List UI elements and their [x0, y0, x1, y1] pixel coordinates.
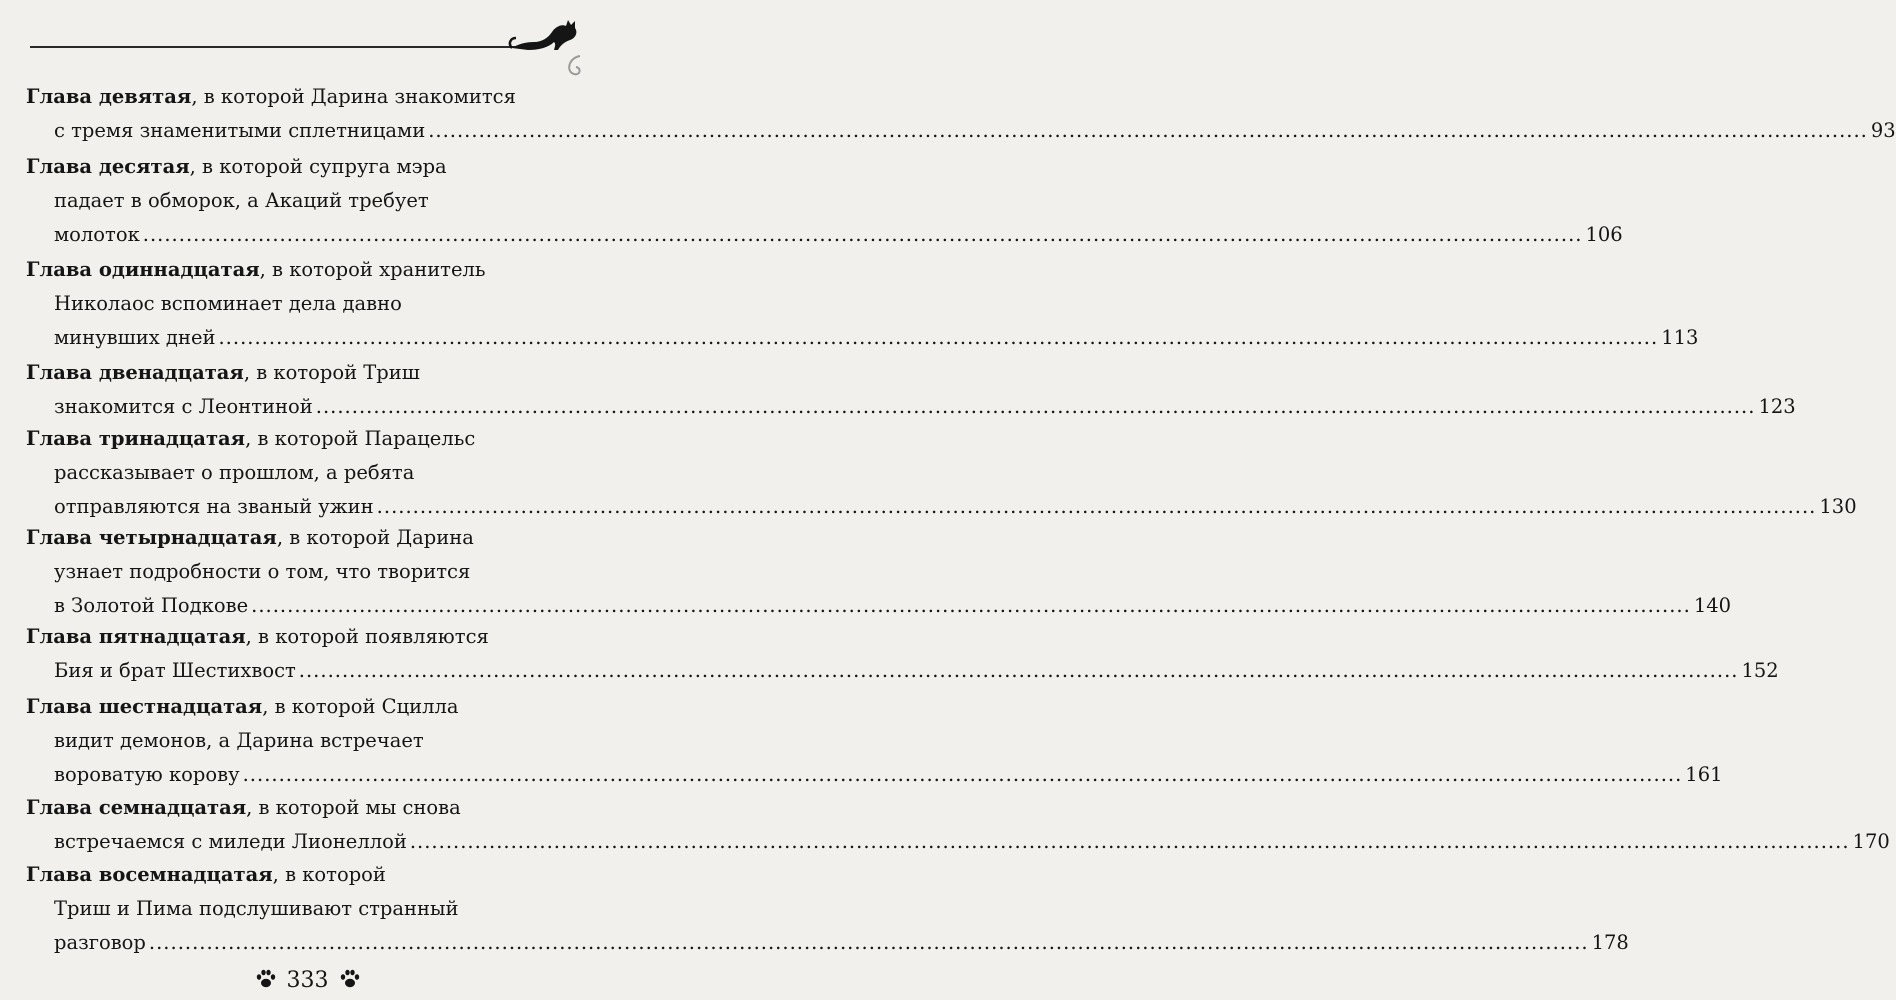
chapter-heading: Глава четырнадцатая: [26, 526, 277, 549]
chapter-description: знакомится с Леонтиной: [54, 395, 313, 418]
chapter-description: , в которой Сцилла: [262, 695, 459, 718]
toc-entry-last-line: [54, 321, 1699, 355]
toc-entry-last-line: [54, 825, 1890, 859]
page-number: 333: [286, 968, 329, 993]
dot-leader: ........................................................................................................................................................................................................: [242, 763, 1683, 786]
toc-entry-first-line: [26, 80, 516, 114]
chapter-description: , в которой Дарина: [276, 526, 474, 549]
page-reference: 152: [1741, 659, 1779, 682]
page-reference: 106: [1585, 223, 1623, 246]
dot-leader: ........................................................................................................................................................................................................: [376, 495, 1817, 518]
toc-entry-first-line: [26, 620, 489, 654]
chapter-heading: Глава девятая: [26, 85, 192, 108]
page-footer: [0, 966, 615, 996]
chapter-description: с тремя знаменитыми сплетницами: [54, 119, 426, 142]
chapter-description: , в которой хранитель: [259, 258, 486, 281]
toc-entry-line: Триш и Пима подслушивают странный: [54, 897, 459, 920]
chapter-description: встречаемся с миледи Лионеллой: [54, 830, 407, 853]
dot-leader: ........................................................................................................................................................................................................: [428, 119, 1868, 142]
page-reference: 130: [1819, 495, 1857, 518]
page-reference: 161: [1685, 763, 1723, 786]
chapter-heading: Глава десятая: [26, 155, 190, 178]
page-reference: 170: [1852, 830, 1890, 853]
dot-leader: ........................................................................................................................................................................................................: [148, 931, 1589, 954]
chapter-heading: Глава пятнадцатая: [26, 625, 246, 648]
dot-leader: ........................................................................................................................................................................................................: [251, 594, 1691, 617]
toc-entry-first-line: [26, 791, 461, 825]
chapter-description: в Золотой Подкове: [54, 594, 249, 617]
chapter-description: , в которой супруга мэра: [189, 155, 447, 178]
toc-entry-line: Николаос вспоминает дела давно: [54, 292, 402, 315]
toc-entry-last-line: [54, 758, 1723, 792]
toc-entry-last-line: [54, 218, 1623, 252]
toc-entry-last-line: [54, 654, 1779, 688]
chapter-description: минувших дней: [54, 326, 216, 349]
toc-entry-first-line: [26, 422, 475, 456]
toc-entry-last-line: [54, 390, 1796, 424]
chapter-description: , в которой Дарина знакомится: [191, 85, 516, 108]
page-reference: 123: [1758, 395, 1796, 418]
chapter-description: молоток: [54, 223, 140, 246]
chapter-heading: Глава восемнадцатая: [26, 863, 273, 886]
paw-print-icon: [255, 968, 277, 990]
toc-entry-line: падает в обморок, а Акаций требует: [54, 189, 429, 212]
chapter-heading: Глава семнадцатая: [26, 796, 247, 819]
dot-leader: ........................................................................................................................................................................................................: [409, 830, 1850, 853]
chapter-description: , в которой Триш: [243, 361, 420, 384]
toc-entry-first-line: [26, 253, 486, 287]
toc-entry-last-line: [54, 926, 1629, 960]
chapter-heading: Глава одиннадцатая: [26, 258, 260, 281]
chapter-description: , в которой: [272, 863, 386, 886]
dot-leader: ........................................................................................................................................................................................................: [218, 326, 1659, 349]
page-reference: 113: [1661, 326, 1699, 349]
chapter-description: , в которой Парацельс: [245, 427, 476, 450]
toc-entry-first-line: [26, 356, 420, 390]
toc-entry-line: узнает подробности о том, что творится: [54, 560, 471, 583]
chapter-heading: Глава тринадцатая: [26, 427, 246, 450]
toc-entry-line: видит демонов, а Дарина встречает: [54, 729, 424, 752]
chapter-description: Бия и брат Шестихвост: [54, 659, 296, 682]
chapter-description: отправляются на званый ужин: [54, 495, 374, 518]
toc-entry-first-line: [26, 690, 459, 724]
chapter-heading: Глава двенадцатая: [26, 361, 244, 384]
dot-leader: ........................................................................................................................................................................................................: [142, 223, 1583, 246]
chapter-description: вороватую корову: [54, 763, 240, 786]
chapter-description: , в которой появляются: [245, 625, 489, 648]
dot-leader: ........................................................................................................................................................................................................: [315, 395, 1756, 418]
page-reference: 178: [1591, 931, 1629, 954]
dot-leader: ........................................................................................................................................................................................................: [298, 659, 1739, 682]
chapter-description: , в которой мы снова: [246, 796, 461, 819]
toc-entry-line: рассказывает о прошлом, а ребята: [54, 461, 415, 484]
paw-print-icon: [339, 968, 361, 990]
page-reference: 140: [1693, 594, 1732, 617]
toc-entry-first-line: [26, 150, 447, 184]
toc-entry-first-line: [26, 521, 474, 555]
toc-entry-last-line: [54, 114, 1896, 148]
toc-entry-first-line: [26, 858, 386, 892]
toc-entry-last-line: [54, 589, 1732, 623]
chapter-description: разговор: [54, 931, 146, 954]
chapter-heading: Глава шестнадцатая: [26, 695, 263, 718]
toc-entry-last-line: [54, 490, 1857, 524]
page-reference: 93: [1870, 119, 1896, 142]
